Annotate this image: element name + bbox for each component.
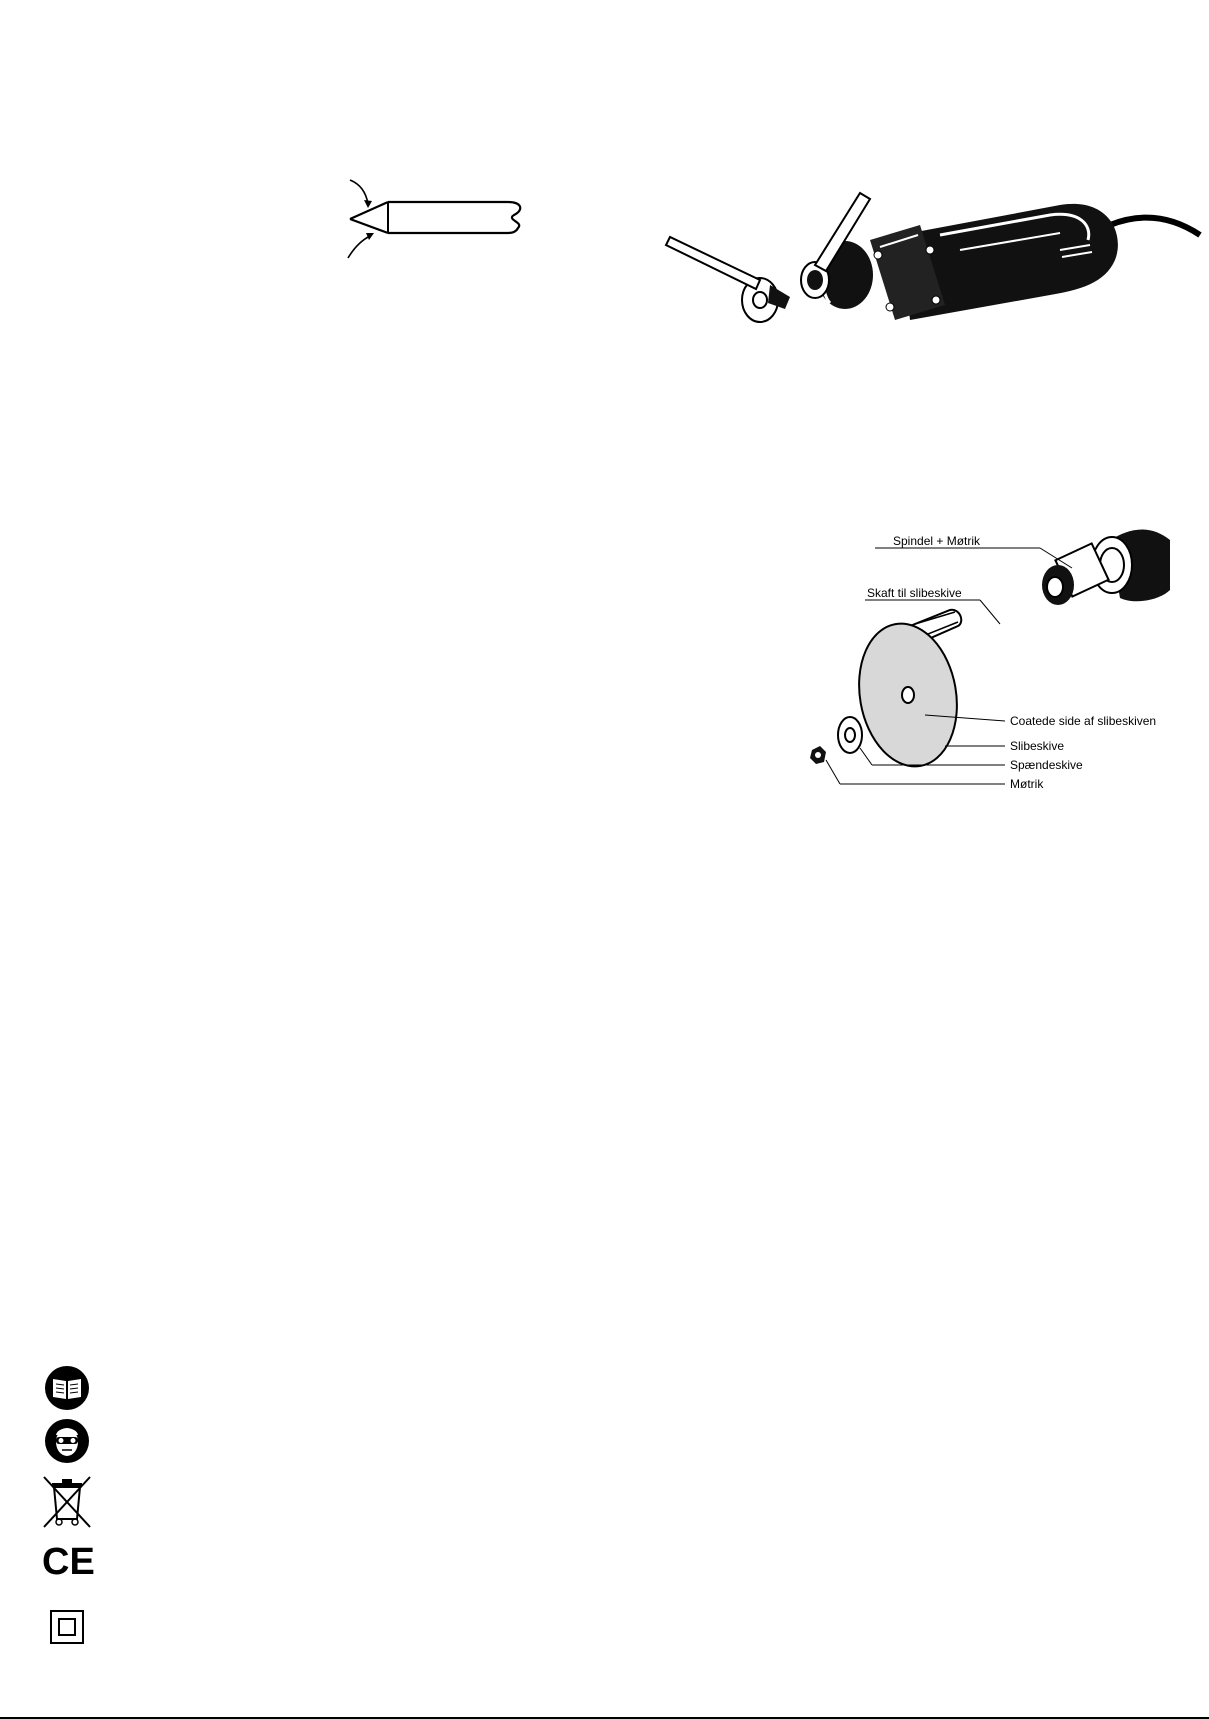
label-nut: Møtrik <box>1010 777 1044 791</box>
label-shaft: Skaft til slibeskive <box>867 586 962 600</box>
weee-crossed-bin-icon <box>42 1475 92 1529</box>
label-spindle-nut: Spindel + Møtrik <box>893 534 981 548</box>
label-washer: Spændeskive <box>1010 758 1083 772</box>
label-coated-side: Coatede side af slibeskiven <box>1010 714 1157 728</box>
ce-mark-icon <box>42 1541 95 1583</box>
label-disc: Slibeskive <box>1010 739 1065 753</box>
class-ii-double-insulation-icon <box>50 1610 86 1646</box>
tungsten-grinder-figure <box>730 185 1190 365</box>
assembly-figure <box>790 520 1190 800</box>
sharpened-electrode-tip-figure <box>340 170 530 260</box>
read-manual-icon <box>44 1365 90 1411</box>
svg-text:CE: CE <box>42 1541 95 1583</box>
safety-goggles-icon <box>44 1418 90 1464</box>
